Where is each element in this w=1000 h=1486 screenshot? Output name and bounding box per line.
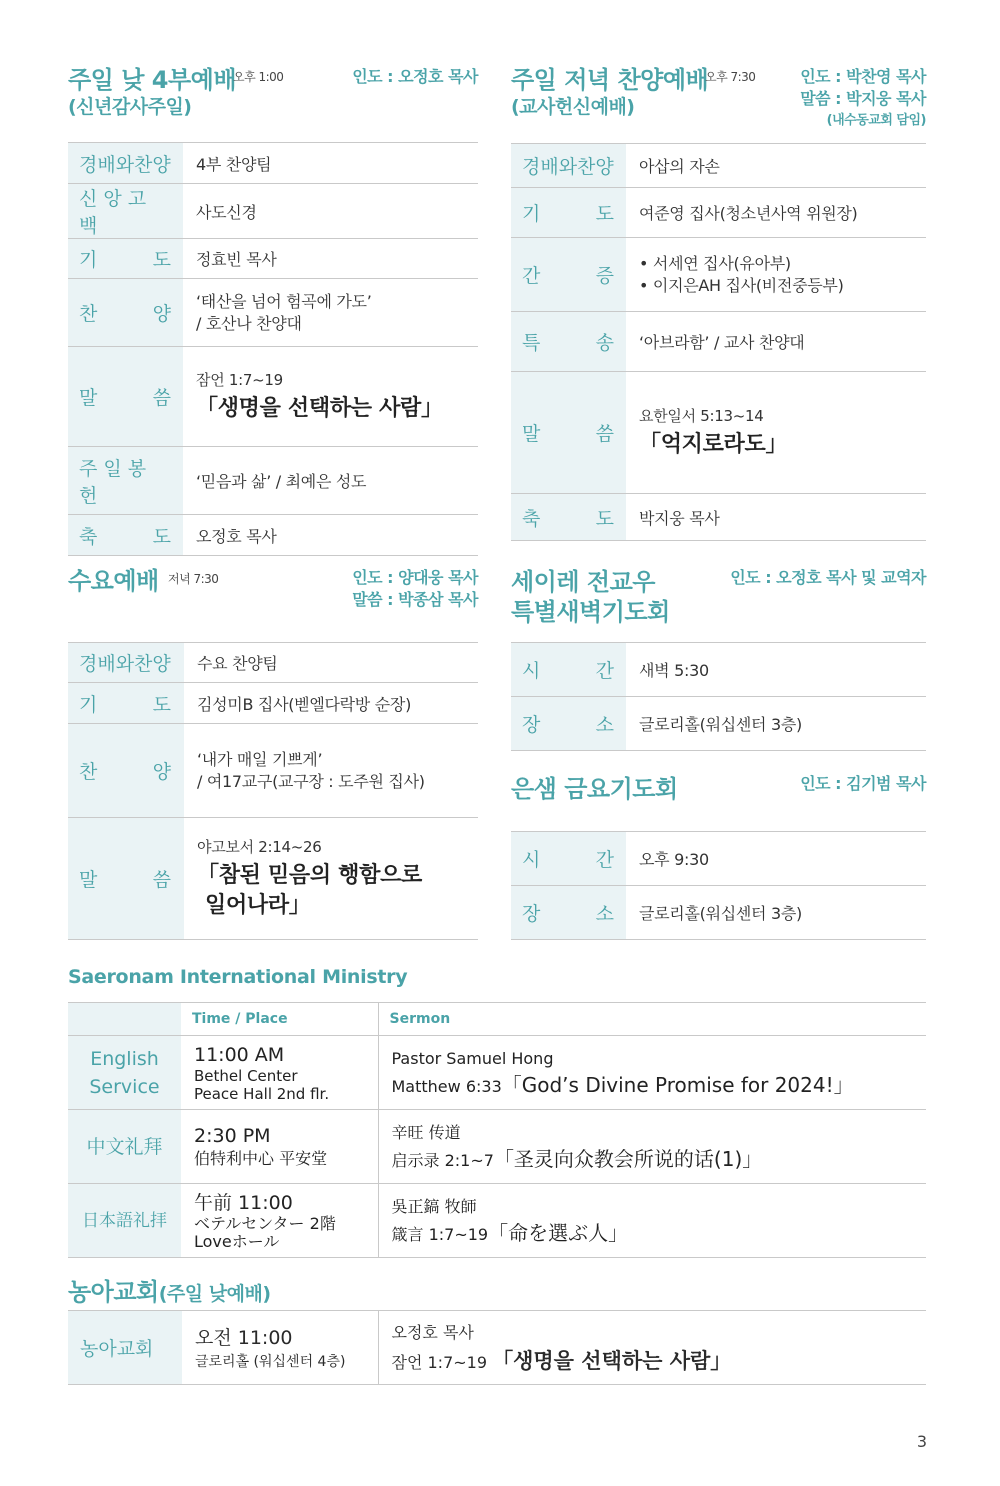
sunEve-value: • 서세연 집사(유아부) • 이지은AH 집사(비전중등부) xyxy=(639,253,844,295)
sunEve-sermon: 요한일서 5:13~14 「억지로라도」 xyxy=(639,407,788,457)
table-row xyxy=(68,1311,926,1385)
sun4-label: 주일봉헌 xyxy=(68,447,183,515)
table-row xyxy=(68,1184,926,1258)
wed-title: 수요예배 xyxy=(68,567,159,595)
wed-time: 저녁 7:30 xyxy=(168,572,219,586)
sun4-value: 4부 찬양팀 xyxy=(196,154,272,174)
sunEve-label: 말 씀 xyxy=(511,372,626,494)
sunEve-leader: 인도 : 박찬영 목사 말씀 : 박지웅 목사 (내수동교회 담임) xyxy=(800,67,926,128)
sun4-value: 사도신경 xyxy=(196,202,257,222)
sunEve-label: 기 도 xyxy=(511,188,626,238)
sun4-label: 신앙고백 xyxy=(68,184,183,239)
fri-table xyxy=(511,831,926,940)
sunEve-value: ‘아브라함’ / 교사 찬양대 xyxy=(639,333,805,352)
sun4-value: 오정호 목사 xyxy=(196,526,277,546)
sun4-label: 축 도 xyxy=(68,515,183,556)
spread-label: 기 도 xyxy=(79,249,171,271)
sun4-leader: 인도 : 오정호 목사 xyxy=(352,67,478,86)
intl-table xyxy=(68,1002,926,1258)
fri-label: 장 소 xyxy=(511,886,626,940)
wed-value: 김성미B 집사(벧엘다락방 순장) xyxy=(197,694,412,714)
wed-leader: 인도 : 양대웅 목사 말씀 : 박종삼 목사 xyxy=(352,568,478,609)
wed-table xyxy=(68,642,478,940)
page-number: 3 xyxy=(916,1432,927,1451)
sunEve-title: 주일 저녁 찬양예배 (교사헌신예배) xyxy=(511,66,709,118)
sunEve-table xyxy=(511,143,926,541)
sun4-label: 찬 양 xyxy=(68,279,183,347)
nongah-title: 농아교회(주일 낮예배) xyxy=(68,1278,271,1306)
intl-sermon: Pastor Samuel Hong Matthew 6:33「God’s Divine Promise for 2024!」 xyxy=(391,1048,854,1097)
fri-value: 오후 9:30 xyxy=(639,850,709,869)
nongah-table xyxy=(68,1310,926,1385)
sun4-title xyxy=(68,66,236,120)
fri-title: 은샘 금요기도회 xyxy=(511,775,678,803)
sun4-label: 경배와찬양 xyxy=(68,143,183,184)
fri-leader: 인도 : 김기범 목사 xyxy=(800,774,926,793)
sunEve-label: 특 송 xyxy=(511,312,626,372)
nongah-label: 농아교회 xyxy=(68,1311,182,1385)
sun4-time: 오후 1:00 xyxy=(233,70,284,84)
wed-label: 말 씀 xyxy=(68,818,184,940)
wed-label: 기 도 xyxy=(68,683,184,724)
sunEve-value: 박지웅 목사 xyxy=(639,508,720,528)
sun4-title-main: 주일 낮 4부예배 xyxy=(68,66,237,94)
intl-title: Saeronam International Ministry xyxy=(68,966,408,988)
intl-header-time: Time / Place xyxy=(181,1003,378,1036)
sun4-sermon: 잠언 1:7~19 「생명을 선택하는 사람」 xyxy=(196,371,443,421)
wed-value: ‘내가 매일 기쁘게’ / 여17교구(교구장 : 도주원 집사) xyxy=(197,749,425,791)
intl-service-name: 日本語礼拝 xyxy=(68,1184,181,1258)
intl-time-place: 午前 11:00 ベテルセンター 2階 Loveホール xyxy=(181,1184,378,1258)
sun4-label xyxy=(68,239,183,279)
sun4-value: ‘믿음과 삶’ / 최예은 성도 xyxy=(196,472,367,491)
dawn-value: 글로리홀(워십센터 3층) xyxy=(639,715,802,734)
wed-sermon: 야고보서 2:14~26 「참된 믿음의 행함으로 일어나라」 xyxy=(197,838,422,918)
dawn-title: 세이레 전교우 특별새벽기도회 xyxy=(511,568,670,626)
sun4-value: ‘태산을 넘어 험곡에 가도’ / 호산나 찬양대 xyxy=(196,291,372,333)
intl-service-name: 中文礼拜 xyxy=(68,1110,181,1184)
sun4-value: 정효빈 목사 xyxy=(196,250,277,269)
nongah-sermon: 오정호 목사 잠언 1:7~19 「생명을 선택하는 사람」 xyxy=(391,1322,732,1373)
sunEve-value: 아삽의 자손 xyxy=(639,157,720,176)
intl-service-name: English Service xyxy=(68,1036,181,1110)
sun4-subtitle: (신년감사주일) xyxy=(68,96,192,118)
intl-sermon: 辛旺 传道 启示录 2:1~7「圣灵向众教会所说的话(1)」 xyxy=(391,1122,763,1171)
intl-time-place: 11:00 AM Bethel Center Peace Hall 2nd flr. xyxy=(181,1036,378,1110)
sunEve-label: 간 증 xyxy=(511,238,626,312)
sunEve-label: 경배와찬양 xyxy=(511,144,626,188)
intl-sermon: 吳正鎬 牧師 箴言 1:7~19「命を選ぶ人」 xyxy=(391,1196,629,1245)
dawn-leader: 인도 : 오정호 목사 및 교역자 xyxy=(730,568,926,587)
sunEve-time: 오후 7:30 xyxy=(705,70,756,84)
sun4-label: 말 씀 xyxy=(68,347,183,447)
dawn-value: 새벽 5:30 xyxy=(639,661,709,680)
wed-value: 수요 찬양팀 xyxy=(197,654,278,673)
intl-time-place: 2:30 PM 伯特利中心 平安堂 xyxy=(181,1110,378,1184)
nongah-time-place: 오전 11:00 글로리홀 (워십센터 4층) xyxy=(182,1311,378,1385)
sunEve-label: 축 도 xyxy=(511,494,626,541)
dawn-label: 시 간 xyxy=(511,643,626,697)
table-row xyxy=(68,1110,926,1184)
intl-header-sermon: Sermon xyxy=(389,1011,451,1027)
wed-label: 경배와찬양 xyxy=(68,643,184,683)
dawn-table xyxy=(511,642,926,751)
wed-label: 찬 양 xyxy=(68,724,184,818)
sunEve-value: 여준영 집사(청소년사역 위원장) xyxy=(639,204,858,223)
sunEve-subtitle: (교사헌신예배) xyxy=(511,96,635,118)
intl-header-empty xyxy=(68,1003,181,1036)
fri-value: 글로리홀(워십센터 3층) xyxy=(639,904,802,923)
sun4-table xyxy=(68,142,478,556)
fri-label: 시 간 xyxy=(511,832,626,886)
dawn-label: 장 소 xyxy=(511,697,626,751)
table-row xyxy=(68,1036,926,1110)
